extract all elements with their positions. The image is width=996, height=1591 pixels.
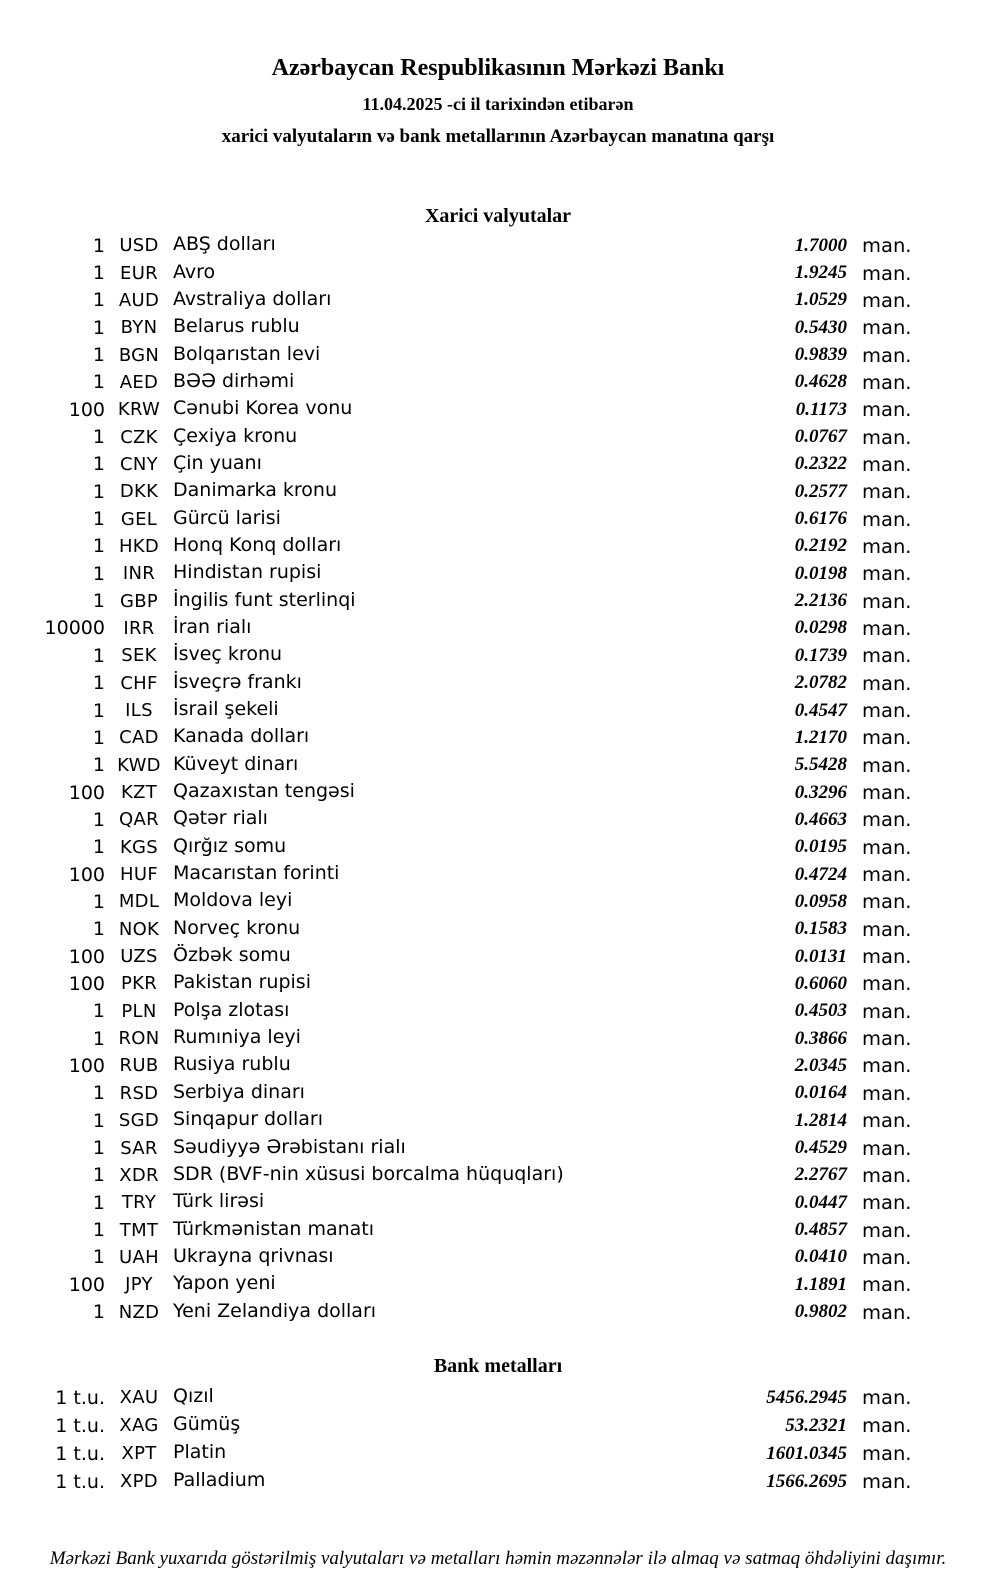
currency-row xyxy=(0,943,996,970)
currency-code-cell: AED xyxy=(119,371,159,393)
currency-name-cell: Kanada dolları xyxy=(173,725,310,748)
currency-code-cell: GEL xyxy=(120,508,158,530)
rate-value-cell: 5456.2945 xyxy=(766,1386,847,1408)
page-title: Azərbaycan Respublikasının Mərkəzi Bankı xyxy=(271,55,725,81)
unit-label-cell: man. xyxy=(862,1218,912,1242)
unit-label-cell: man. xyxy=(862,1414,912,1438)
unit-label-cell: man. xyxy=(862,644,912,668)
quantity-cell: 1 xyxy=(92,726,105,749)
metal-row xyxy=(0,1412,996,1440)
currency-name-cell: İsveçrə frankı xyxy=(173,670,302,693)
currency-row xyxy=(0,560,996,587)
currency-name-cell: Cənubi Korea vonu xyxy=(173,397,353,420)
currency-row xyxy=(0,642,996,669)
unit-label-cell: man. xyxy=(862,671,912,695)
unit-label-cell: man. xyxy=(862,699,912,723)
rate-value-cell: 0.0164 xyxy=(794,1082,847,1104)
rate-value-cell: 1.2170 xyxy=(794,726,847,748)
metal-row xyxy=(0,1384,996,1412)
currency-code-cell: RSD xyxy=(119,1082,159,1104)
quantity-cell: 100 xyxy=(68,1054,105,1077)
currency-name-cell: Rusiya rublu xyxy=(173,1053,291,1076)
unit-label-cell: man. xyxy=(862,616,912,640)
currency-code-cell: CNY xyxy=(120,453,158,475)
rate-value-cell: 5.5428 xyxy=(794,754,847,776)
unit-label-cell: man. xyxy=(862,945,912,969)
currency-row xyxy=(0,615,996,642)
unit-label-cell: man. xyxy=(862,835,912,859)
currency-row xyxy=(0,998,996,1025)
quantity-cell: 1 xyxy=(92,1109,105,1132)
currency-code-cell: NOK xyxy=(118,918,160,940)
unit-label-cell: man. xyxy=(862,1081,912,1105)
currency-row xyxy=(0,1189,996,1216)
unit-label-cell: man. xyxy=(862,1109,912,1133)
unit-label-cell: man. xyxy=(862,370,912,394)
currency-code-cell: SGD xyxy=(118,1110,160,1132)
currency-row xyxy=(0,834,996,861)
currency-name-cell: Moldova leyi xyxy=(173,889,293,912)
currency-code-cell: KGS xyxy=(119,836,159,858)
unit-label-cell: man. xyxy=(862,1191,912,1215)
currency-code-cell: GBP xyxy=(119,590,159,612)
rate-value-cell: 2.0782 xyxy=(794,672,847,694)
quantity-cell: 1 t.u. xyxy=(55,1414,105,1437)
currency-row xyxy=(0,1298,996,1325)
currency-code-cell: QAR xyxy=(119,809,159,831)
currency-name-cell: Bolqarıstan levi xyxy=(173,342,321,365)
rate-value-cell: 53.2321 xyxy=(785,1414,847,1436)
unit-label-cell: man. xyxy=(862,808,912,832)
currency-row xyxy=(0,861,996,888)
rate-value-cell: 0.4503 xyxy=(794,1000,847,1022)
rate-value-cell: 1.1891 xyxy=(794,1273,847,1295)
currency-row xyxy=(0,779,996,806)
unit-label-cell: man. xyxy=(862,480,912,504)
currencies-table xyxy=(0,232,996,1326)
quantity-cell: 1 t.u. xyxy=(55,1470,105,1493)
unit-label-cell: man. xyxy=(862,261,912,285)
quantity-cell: 1 xyxy=(92,808,105,831)
unit-label-cell: man. xyxy=(862,1386,912,1410)
quantity-cell: 1 xyxy=(92,836,105,859)
quantity-cell: 1 xyxy=(92,1246,105,1269)
rate-value-cell: 1.2814 xyxy=(794,1109,847,1131)
currency-code-cell: DKK xyxy=(119,481,159,503)
quantity-cell: 1 xyxy=(92,508,105,531)
rate-value-cell: 0.6060 xyxy=(794,972,847,994)
quantity-cell: 1 xyxy=(92,1027,105,1050)
currency-row xyxy=(0,1271,996,1298)
currency-code-cell: PKR xyxy=(120,973,158,995)
currency-row xyxy=(0,1052,996,1079)
currency-code-cell: CZK xyxy=(120,426,158,448)
quantity-cell: 100 xyxy=(68,972,105,995)
unit-label-cell: man. xyxy=(862,589,912,613)
quantity-cell: 1 xyxy=(92,289,105,312)
currency-row xyxy=(0,697,996,724)
currency-row xyxy=(0,916,996,943)
unit-label-cell: man. xyxy=(862,1054,912,1078)
rate-value-cell: 0.0958 xyxy=(794,890,847,912)
currency-code-cell: XAU xyxy=(119,1387,159,1409)
currency-name-cell: SDR (BVF-nin xüsusi borcalma hüquqları) xyxy=(173,1162,564,1185)
currency-name-cell: Avro xyxy=(173,260,216,283)
currency-row xyxy=(0,1216,996,1243)
currency-row xyxy=(0,259,996,286)
unit-label-cell: man. xyxy=(862,1027,912,1051)
currency-name-cell: Ukrayna qrivnası xyxy=(173,1244,334,1267)
quantity-cell: 1 xyxy=(92,1082,105,1105)
currency-name-cell: Belarus rublu xyxy=(173,315,300,338)
currencies-section-title: Xarici valyutalar xyxy=(424,205,572,227)
currency-code-cell: KRW xyxy=(117,399,161,421)
currency-code-cell: TMT xyxy=(119,1219,159,1241)
currency-row xyxy=(0,451,996,478)
rate-value-cell: 2.2767 xyxy=(794,1164,847,1186)
currency-name-cell: Çexiya kronu xyxy=(173,424,298,447)
quantity-cell: 1 xyxy=(92,535,105,558)
currency-name-cell: Norveç kronu xyxy=(173,916,301,939)
rate-value-cell: 0.0198 xyxy=(794,562,847,584)
currency-code-cell: ILS xyxy=(125,700,153,722)
currency-code-cell: TRY xyxy=(121,1192,157,1214)
quantity-cell: 1 xyxy=(92,316,105,339)
currency-code-cell: MDL xyxy=(118,891,160,913)
rate-value-cell: 2.0345 xyxy=(794,1054,847,1076)
currency-code-cell: UZS xyxy=(120,946,158,968)
currency-name-cell: Qazaxıstan tengəsi xyxy=(173,780,355,803)
currency-code-cell: HKD xyxy=(118,535,160,557)
currency-row xyxy=(0,1107,996,1134)
currency-code-cell: AUD xyxy=(118,289,160,311)
currency-row xyxy=(0,970,996,997)
currency-code-cell: NZD xyxy=(118,1301,160,1323)
currency-code-cell: HUF xyxy=(120,864,158,886)
currency-row xyxy=(0,423,996,450)
rate-value-cell: 1566.2695 xyxy=(766,1470,847,1492)
currency-code-cell: KWD xyxy=(117,754,161,776)
rate-value-cell: 0.4663 xyxy=(794,808,847,830)
rate-value-cell: 0.0298 xyxy=(794,617,847,639)
currency-name-cell: BƏƏ dirhəmi xyxy=(173,369,295,392)
currency-name-cell: Macarıstan forinti xyxy=(173,862,340,885)
currency-code-cell: XPT xyxy=(121,1443,157,1465)
currency-row xyxy=(0,1162,996,1189)
quantity-cell: 1 xyxy=(92,344,105,367)
quantity-cell: 1 xyxy=(92,1219,105,1242)
unit-label-cell: man. xyxy=(862,234,912,258)
quantity-cell: 1 xyxy=(92,371,105,394)
currency-code-cell: BYN xyxy=(120,317,158,339)
unit-label-cell: man. xyxy=(862,562,912,586)
currency-name-cell: Qətər rialı xyxy=(173,807,268,830)
rate-value-cell: 0.9839 xyxy=(794,344,847,366)
currency-row xyxy=(0,1025,996,1052)
unit-label-cell: man. xyxy=(862,1470,912,1494)
metals-section-title: Bank metalları xyxy=(433,1354,563,1377)
currency-name-cell: Türkmənistan manatı xyxy=(173,1217,375,1240)
quantity-cell: 1 xyxy=(92,234,105,257)
currency-row xyxy=(0,369,996,396)
unit-label-cell: man. xyxy=(862,452,912,476)
currency-row xyxy=(0,587,996,614)
rate-value-cell: 1.7000 xyxy=(794,234,847,256)
currency-name-cell: Pakistan rupisi xyxy=(173,971,311,994)
rate-value-cell: 0.0410 xyxy=(794,1246,847,1268)
currency-code-cell: IRR xyxy=(123,617,155,639)
rate-value-cell: 0.0447 xyxy=(794,1191,847,1213)
rate-value-cell: 0.1583 xyxy=(794,918,847,940)
unit-label-cell: man. xyxy=(862,753,912,777)
currency-row xyxy=(0,670,996,697)
quantity-cell: 1 xyxy=(92,918,105,941)
quantity-cell: 1 t.u. xyxy=(55,1386,105,1409)
quantity-cell: 1 xyxy=(92,890,105,913)
currency-code-cell: INR xyxy=(122,563,156,585)
currency-code-cell: SAR xyxy=(120,1137,158,1159)
currency-name-cell: Danimarka kronu xyxy=(173,479,338,502)
rate-value-cell: 1.9245 xyxy=(794,262,847,284)
rate-value-cell: 0.4547 xyxy=(794,699,847,721)
unit-label-cell: man. xyxy=(862,1136,912,1160)
currency-name-cell: Hindistan rupisi xyxy=(173,561,322,584)
effective-date-line: 11.04.2025 -ci il tarixindən etibarən xyxy=(362,94,634,114)
currency-code-cell: CHF xyxy=(120,672,158,694)
unit-label-cell: man. xyxy=(862,398,912,422)
currency-row xyxy=(0,1080,996,1107)
currency-name-cell: Sinqapur dolları xyxy=(173,1108,324,1131)
currency-name-cell: Küveyt dinarı xyxy=(173,752,299,775)
currency-name-cell: İngilis funt sterlinqi xyxy=(173,588,356,611)
quantity-cell: 100 xyxy=(68,781,105,804)
unit-label-cell: man. xyxy=(862,534,912,558)
unit-label-cell: man. xyxy=(862,1300,912,1324)
currency-name-cell: Polşa zlotası xyxy=(173,998,290,1021)
currency-code-cell: BGN xyxy=(118,344,160,366)
metal-row xyxy=(0,1468,996,1496)
rate-value-cell: 0.4529 xyxy=(794,1137,847,1159)
currency-name-cell: Türk lirəsi xyxy=(173,1190,265,1213)
currency-code-cell: XAG xyxy=(119,1415,159,1437)
currency-row xyxy=(0,287,996,314)
unit-label-cell: man. xyxy=(862,288,912,312)
currency-name-cell: Özbək somu xyxy=(173,944,291,967)
rate-value-cell: 0.1173 xyxy=(795,398,847,420)
currency-name-cell: Avstraliya dolları xyxy=(173,287,332,310)
rate-value-cell: 0.0131 xyxy=(794,945,847,967)
unit-label-cell: man. xyxy=(862,890,912,914)
metals-table xyxy=(0,1384,996,1496)
currency-code-cell: XPD xyxy=(120,1471,158,1493)
currency-name-cell: Platin xyxy=(173,1441,227,1464)
unit-label-cell: man. xyxy=(862,1442,912,1466)
currency-row xyxy=(0,752,996,779)
rate-value-cell: 1.0529 xyxy=(794,289,847,311)
currency-row xyxy=(0,478,996,505)
unit-label-cell: man. xyxy=(862,425,912,449)
currency-code-cell: UAH xyxy=(119,1246,159,1268)
quantity-cell: 1 xyxy=(92,1164,105,1187)
currency-name-cell: ABŞ dolları xyxy=(173,233,276,256)
rate-value-cell: 0.3296 xyxy=(794,781,847,803)
currency-row xyxy=(0,396,996,423)
currency-name-cell: Serbiya dinarı xyxy=(173,1080,305,1103)
unit-label-cell: man. xyxy=(862,507,912,531)
currency-row xyxy=(0,314,996,341)
currency-row xyxy=(0,505,996,532)
rate-value-cell: 0.0767 xyxy=(794,426,847,448)
currency-code-cell: RON xyxy=(118,1028,160,1050)
rate-value-cell: 0.2577 xyxy=(794,480,847,502)
currency-code-cell: RUB xyxy=(119,1055,159,1077)
currency-code-cell: KZT xyxy=(120,782,158,804)
rate-value-cell: 0.2322 xyxy=(794,453,847,475)
unit-label-cell: man. xyxy=(862,343,912,367)
rate-value-cell: 0.5430 xyxy=(794,316,847,338)
currency-name-cell: Qızıl xyxy=(173,1385,214,1408)
currency-row xyxy=(0,1134,996,1161)
currency-name-cell: Honq Konq dolları xyxy=(173,533,342,556)
unit-label-cell: man. xyxy=(862,999,912,1023)
currency-row xyxy=(0,724,996,751)
rate-value-cell: 0.3866 xyxy=(794,1027,847,1049)
quantity-cell: 1 xyxy=(92,672,105,695)
currency-row xyxy=(0,232,996,259)
rate-value-cell: 0.2192 xyxy=(794,535,847,557)
rate-value-cell: 0.0195 xyxy=(794,836,847,858)
quantity-cell: 10000 xyxy=(44,617,105,640)
rate-value-cell: 0.4724 xyxy=(794,863,847,885)
quantity-cell: 1 xyxy=(92,1191,105,1214)
quantity-cell: 100 xyxy=(68,1273,105,1296)
quantity-cell: 1 xyxy=(92,754,105,777)
rate-value-cell: 2.2136 xyxy=(794,590,847,612)
unit-label-cell: man. xyxy=(862,972,912,996)
quantity-cell: 1 xyxy=(92,699,105,722)
unit-label-cell: man. xyxy=(862,726,912,750)
currency-name-cell: Rumıniya leyi xyxy=(173,1026,301,1049)
quantity-cell: 100 xyxy=(68,863,105,886)
subject-line: xarici valyutaların və bank metallarının Azərbaycan manatına qarşı xyxy=(221,126,775,147)
currency-code-cell: CAD xyxy=(119,727,159,749)
currency-name-cell: Gümüş xyxy=(173,1413,241,1436)
currency-name-cell: Səudiyyə Ərəbistanı rialı xyxy=(173,1135,406,1158)
rate-value-cell: 0.4857 xyxy=(794,1219,847,1241)
quantity-cell: 1 xyxy=(92,1137,105,1160)
rate-value-cell: 1601.0345 xyxy=(766,1442,847,1464)
quantity-cell: 1 xyxy=(92,562,105,585)
quantity-cell: 100 xyxy=(68,398,105,421)
metal-row xyxy=(0,1440,996,1468)
unit-label-cell: man. xyxy=(862,781,912,805)
currency-name-cell: Çin yuanı xyxy=(173,451,262,474)
currency-name-cell: İsveç kronu xyxy=(173,643,283,666)
currency-code-cell: SEK xyxy=(121,645,157,667)
currency-code-cell: USD xyxy=(119,235,159,257)
unit-label-cell: man. xyxy=(862,863,912,887)
unit-label-cell: man. xyxy=(862,1163,912,1187)
currency-row xyxy=(0,341,996,368)
quantity-cell: 1 xyxy=(92,1301,105,1324)
quantity-cell: 1 xyxy=(92,453,105,476)
currency-name-cell: İran rialı xyxy=(173,615,252,638)
unit-label-cell: man. xyxy=(862,316,912,340)
currency-code-cell: XDR xyxy=(119,1164,159,1186)
quantity-cell: 1 xyxy=(92,590,105,613)
unit-label-cell: man. xyxy=(862,1245,912,1269)
unit-label-cell: man. xyxy=(862,917,912,941)
rate-value-cell: 0.9802 xyxy=(794,1301,847,1323)
currency-row xyxy=(0,806,996,833)
currency-row xyxy=(0,533,996,560)
currency-name-cell: Yapon yeni xyxy=(173,1272,276,1295)
currency-name-cell: Gürcü larisi xyxy=(173,506,281,529)
currency-code-cell: JPY xyxy=(125,1274,153,1296)
quantity-cell: 1 xyxy=(92,1000,105,1023)
currency-code-cell: EUR xyxy=(120,262,158,284)
quantity-cell: 1 t.u. xyxy=(55,1442,105,1465)
currency-name-cell: İsrail şekeli xyxy=(173,698,279,721)
currency-name-cell: Yeni Zelandiya dolları xyxy=(173,1299,377,1322)
quantity-cell: 100 xyxy=(68,945,105,968)
quantity-cell: 1 xyxy=(92,426,105,449)
currency-name-cell: Qırğız somu xyxy=(173,834,287,857)
currency-row xyxy=(0,888,996,915)
rate-value-cell: 0.6176 xyxy=(794,508,847,530)
currency-row xyxy=(0,1244,996,1271)
quantity-cell: 1 xyxy=(92,262,105,285)
rate-value-cell: 0.1739 xyxy=(794,644,847,666)
currency-name-cell: Palladium xyxy=(173,1469,266,1492)
quantity-cell: 1 xyxy=(92,644,105,667)
obligation-note: Mərkəzi Bank yuxarıda göstərilmiş valyutaları və metalları həmin məzənnələr ilə almaq və satmaq öhdəliyini daşımır. xyxy=(49,1547,947,1569)
rate-value-cell: 0.4628 xyxy=(794,371,847,393)
currency-code-cell: PLN xyxy=(121,1000,157,1022)
unit-label-cell: man. xyxy=(862,1273,912,1297)
quantity-cell: 1 xyxy=(92,480,105,503)
